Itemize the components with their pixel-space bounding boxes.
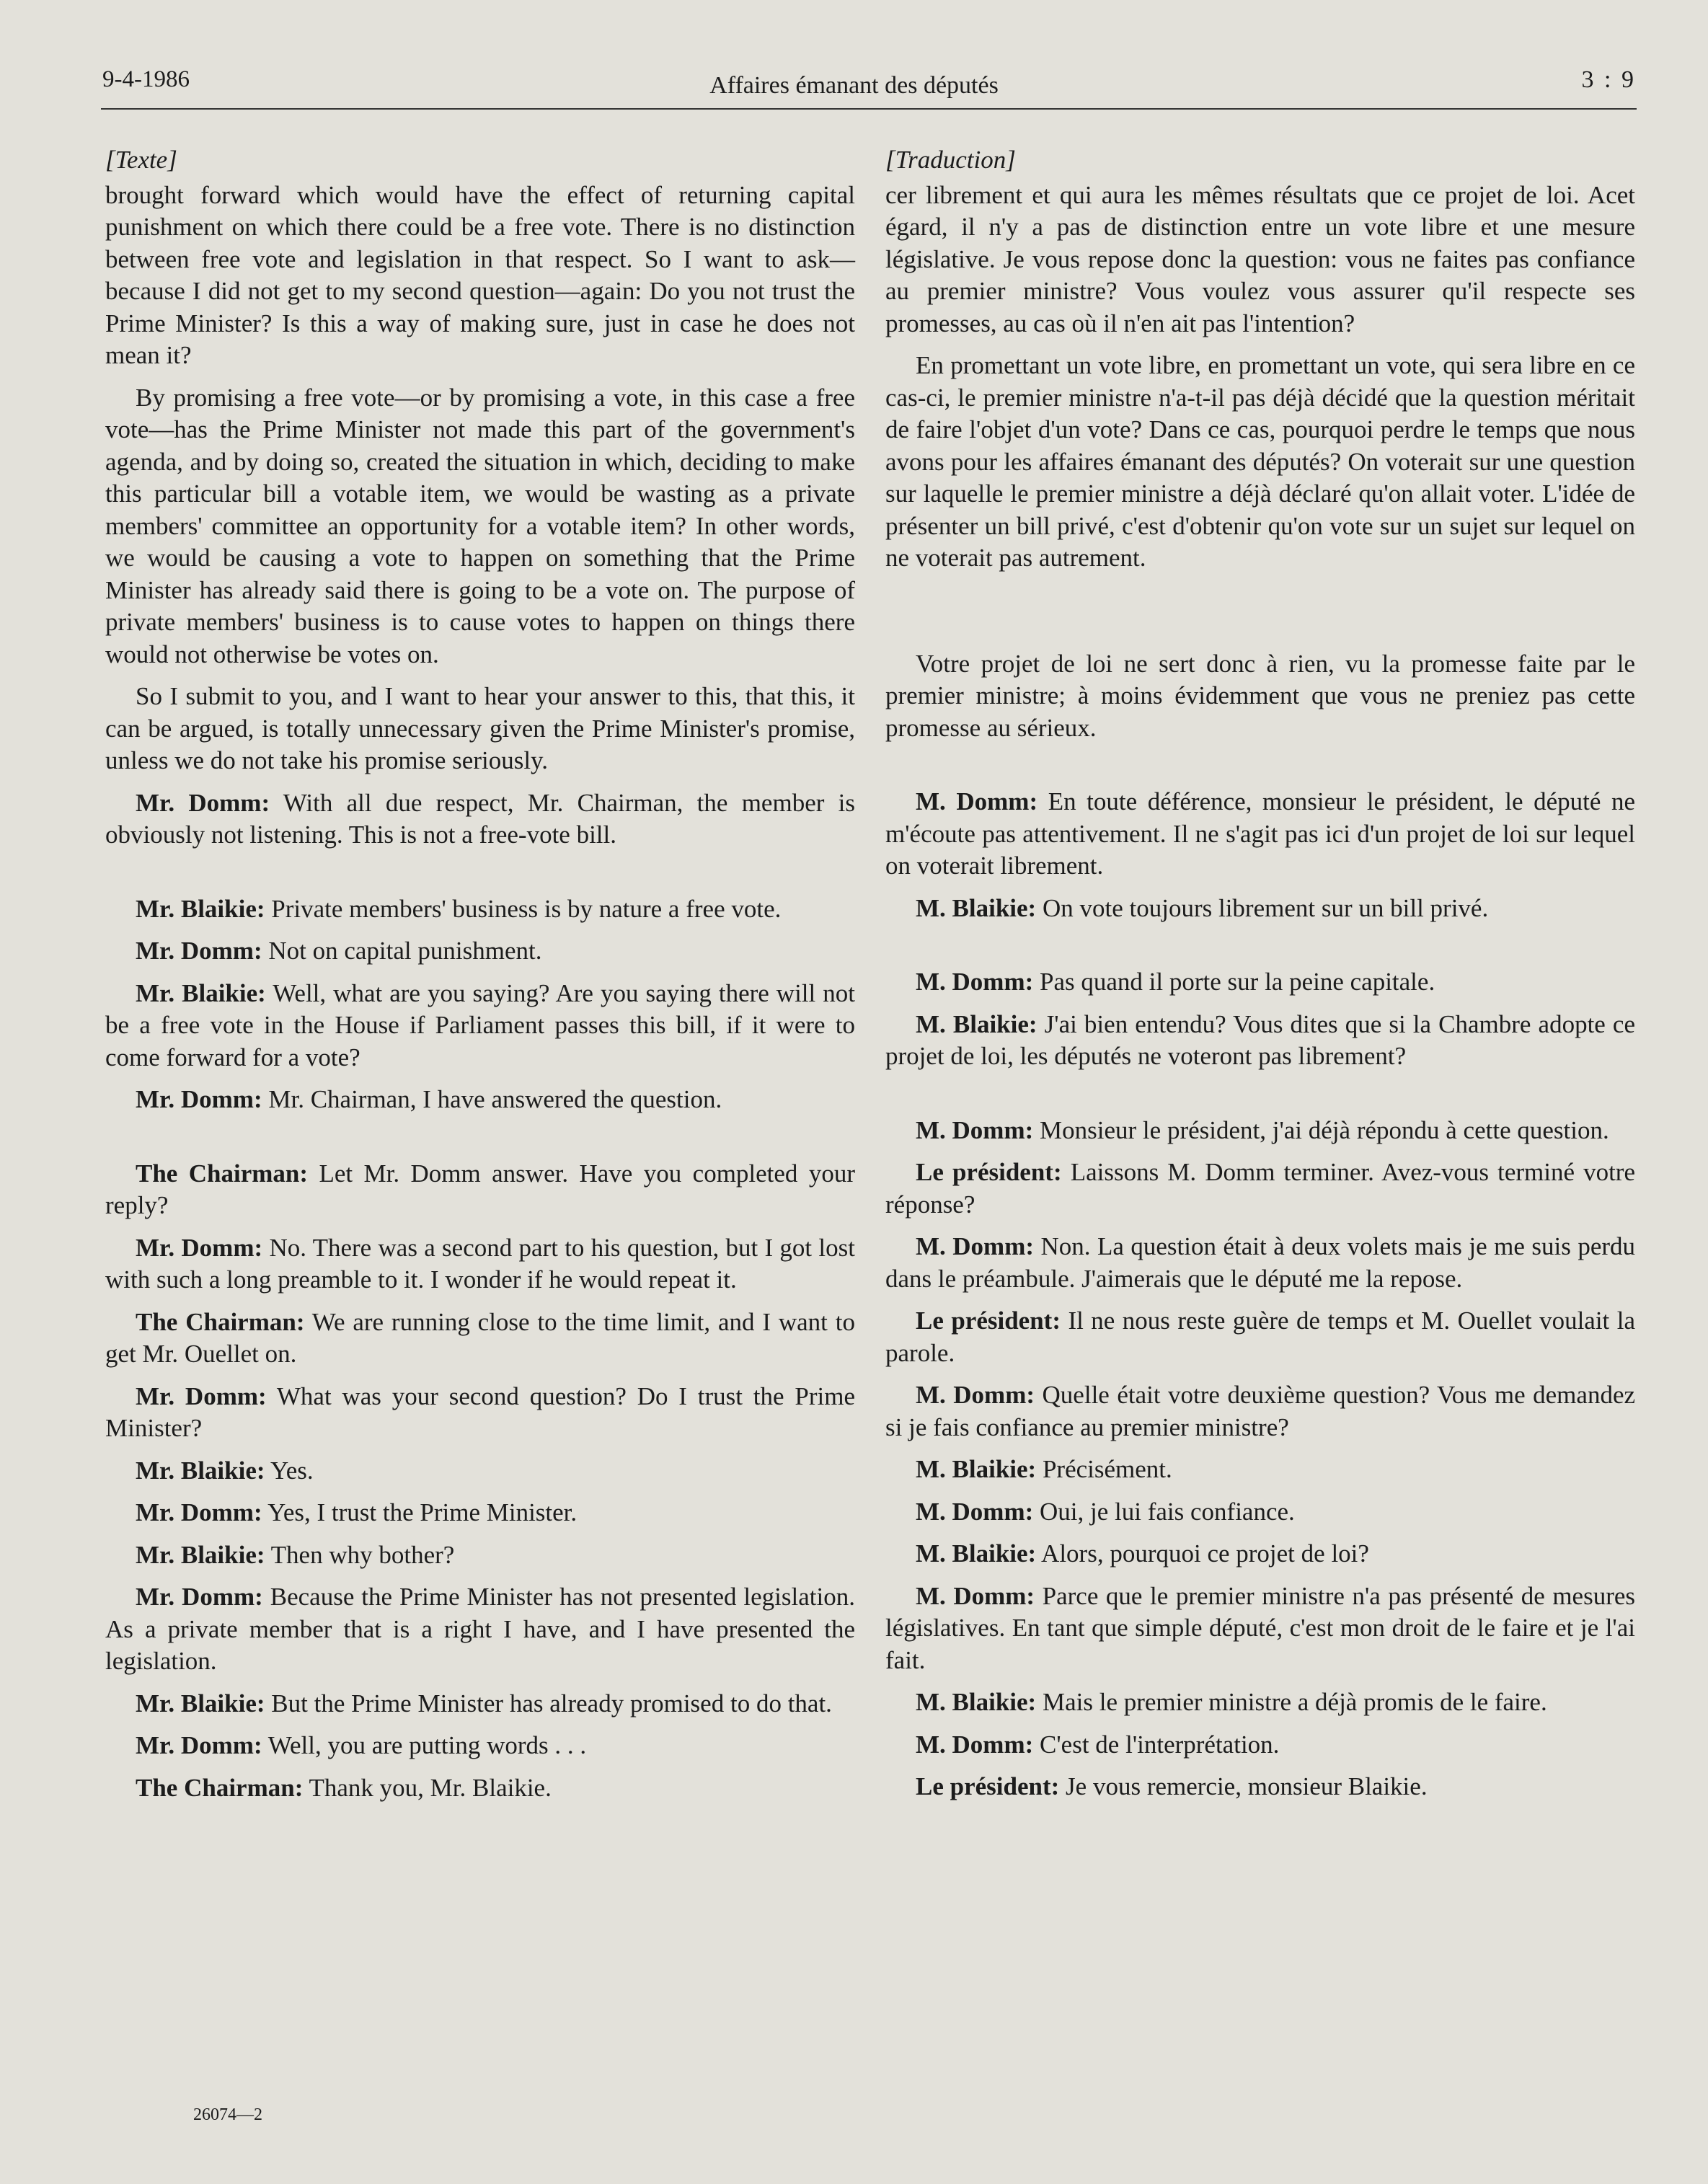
speaker-name: M. Blaikie: — [916, 1455, 1037, 1483]
speech-text: Pas quand il porte sur la peine capitale. — [1040, 968, 1435, 996]
header-title: Affaires émanant des députés — [709, 72, 999, 99]
english-exchange — [105, 1539, 855, 1572]
speech-text: Quelle était votre deuxième question? Vous me demandez si je fais confiance au premier ministre? — [885, 1381, 1636, 1441]
english-exchange — [105, 1158, 855, 1222]
english-paragraph: brought forward which would have the effect of returning capital punishment on which there could be a free vote. There is no distinction between free vote and legislation in that respect. So I want to ask—because I did not get to my second question—again: Do you not trust the Prime Minister? Is this a way of making sure, just in case he does not mean it? — [105, 180, 855, 369]
speech-text: Yes, I trust the Prime Minister. — [267, 1498, 578, 1526]
speaker-name: M. Domm: — [916, 787, 1038, 815]
french-paragraph: Votre projet de loi ne sert donc à rien, vu la promesse faite par le premier ministre; à moins évidemment que vous ne preniez pas cette promesse au sérieux. — [885, 649, 1635, 742]
english-exchange — [105, 1084, 855, 1116]
speaker-name: M. Blaikie: — [916, 1539, 1037, 1568]
speech-text: Laissons M. Domm terminer. Avez-vous terminé votre réponse? — [885, 1158, 1635, 1219]
speaker-name: M. Domm: — [916, 1381, 1035, 1409]
french-exchange — [885, 1686, 1635, 1719]
english-exchange — [105, 1688, 855, 1720]
speaker-name: The Chairman: — [136, 1307, 305, 1336]
french-exchange — [885, 1009, 1635, 1073]
speaker-name: Mr. Blaikie: — [136, 978, 266, 1007]
speaker-name: Mr. Domm: — [136, 1381, 267, 1410]
speech-text: En toute déférence, monsieur le président, le député ne m'écoute pas attentivement. Il ne s'agit pas ici d'un projet de loi sur lequel on voterait librement. — [885, 787, 1636, 880]
speech-text: Non. La question était à deux volets mais je me suis perdu dans le préambule. J'aimerais que le député me la repose. — [885, 1232, 1636, 1293]
speaker-name: M. Domm: — [916, 1581, 1035, 1610]
english-exchange — [105, 1581, 855, 1678]
english-exchange — [105, 978, 855, 1074]
speech-text: With all due respect, Mr. Chairman, the member is obviously not listening. This is not a free-vote bill. — [105, 788, 855, 849]
speech-text: Private members' business is by nature a free vote. — [271, 894, 782, 923]
speech-text: Alors, pourquoi ce projet de loi? — [1041, 1539, 1369, 1568]
speaker-name: Mr. Blaikie: — [136, 1456, 265, 1485]
speaker-name: Le président: — [916, 1307, 1061, 1335]
english-exchange — [105, 1772, 855, 1805]
speech-text: Yes. — [270, 1456, 314, 1485]
speaker-name: Mr. Domm: — [136, 788, 270, 817]
spacer — [105, 1126, 855, 1158]
speech-text: Précisément. — [1042, 1455, 1172, 1483]
speech-text: Parce que le premier ministre n'a pas présenté de mesures législatives. En tant que simple député, c'est mon droit de le faire et je l'ai fait. — [885, 1581, 1636, 1674]
speech-text: Mais le premier ministre a déjà promis de le faire. — [1042, 1688, 1547, 1716]
footer-code: 26074—2 — [193, 2105, 262, 2124]
french-exchange — [885, 786, 1635, 883]
speech-text: Because the Prime Minister has not presented legislation. As a private member that is a right I have, and I have presented the legislation. — [105, 1583, 855, 1675]
speech-text: C'est de l'interprétation. — [1040, 1730, 1280, 1759]
speaker-name: The Chairman: — [136, 1159, 309, 1188]
english-exchange — [105, 1455, 855, 1487]
english-exchange — [105, 787, 855, 852]
header-page-number: 3 : 9 — [1581, 66, 1636, 93]
spacer — [885, 1083, 1635, 1115]
speaker-name: Mr. Domm: — [136, 1583, 263, 1611]
english-paragraph: By promising a free vote—or by promising a vote, in this case a free vote—has the Prime Minister not made this part of the government's agenda, and by doing so, created the situation in which, deciding to make this particular bill a votable item, we would be wasting as a private members' committee an opportunity for a votable item? In other words, we would be causing a vote to happen on something that the Prime Minister has already said there is going to be a vote on. The purpose of private members' business is to cause votes to happen on things there would not otherwise be votes on. — [105, 383, 855, 668]
speaker-name: M. Blaikie: — [916, 893, 1037, 922]
speaker-name: Mr. Domm: — [136, 1085, 262, 1113]
speaker-name: Le président: — [916, 1158, 1062, 1186]
speech-text: On vote toujours librement sur un bill privé. — [1042, 893, 1489, 922]
speech-text: Je vous remercie, monsieur Blaikie. — [1066, 1772, 1428, 1800]
speaker-name: M. Domm: — [916, 1497, 1034, 1526]
speech-text: Il ne nous reste guère de temps et M. Ouellet voulait la parole. — [885, 1307, 1635, 1367]
speech-text: Oui, je lui fais confiance. — [1040, 1497, 1295, 1526]
speaker-name: Mr. Blaikie: — [136, 894, 265, 923]
english-exchange — [105, 1730, 855, 1762]
speaker-name: Mr. Domm: — [136, 1498, 262, 1526]
speech-text: Thank you, Mr. Blaikie. — [309, 1773, 552, 1802]
speaker-name: Mr. Domm: — [136, 1731, 262, 1759]
speaker-name: M. Domm: — [916, 1115, 1034, 1144]
speaker-name: Mr. Blaikie: — [136, 1540, 265, 1569]
speaker-name: M. Blaikie: — [916, 1009, 1037, 1038]
french-tag: [Traduction] — [885, 146, 1016, 174]
french-exchange — [885, 1496, 1635, 1529]
speech-text: But the Prime Minister has already promised to do that. — [271, 1689, 832, 1717]
french-exchange — [885, 1454, 1635, 1486]
speaker-name: Le président: — [916, 1772, 1060, 1800]
french-exchange — [885, 893, 1635, 925]
speech-text: We are running close to the time limit, and I want to get Mr. Ouellet on. — [105, 1307, 855, 1368]
english-exchange — [105, 935, 855, 968]
english-exchange — [105, 893, 855, 926]
french-exchange — [885, 1580, 1635, 1677]
speaker-name: M. Domm: — [916, 968, 1034, 996]
header-date: 9-4-1986 — [102, 66, 190, 92]
french-paragraph: En promettant un vote libre, en promettant un vote, qui sera libre en ce cas-ci, le premier ministre n'a-t-il pas déjà décidé que la question méritait de faire l'objet d'un vote? Dans ce cas, pourquoi perdre le temps que nous avons pour les affaires émanant des députés? On voterait sur une question sur laquelle le premier ministre a déjà déclaré qu'on allait voter. L'idée de présenter un bill privé, c'est d'obtenir qu'on vote sur un sujet sur lequel on ne voterait pas autrement. — [885, 351, 1635, 572]
speech-text: No. There was a second part to his question, but I got lost with such a long preamble to it. I wonder if he would repeat it. — [105, 1233, 856, 1294]
spacer — [105, 862, 855, 893]
speaker-name: Mr. Domm: — [136, 937, 262, 965]
speech-text: Monsieur le président, j'ai déjà répondu à cette question. — [1040, 1115, 1609, 1144]
french-exchange — [885, 1771, 1635, 1803]
english-exchange — [105, 1381, 855, 1445]
french-exchange — [885, 966, 1635, 999]
french-exchange — [885, 1729, 1635, 1761]
speech-text: Then why bother? — [270, 1540, 455, 1569]
spacer — [885, 585, 1635, 648]
spacer — [885, 934, 1635, 966]
spacer — [885, 754, 1635, 786]
french-exchange — [885, 1538, 1635, 1570]
speech-text: Let Mr. Domm answer. Have you completed your reply? — [105, 1159, 855, 1219]
speaker-name: M. Domm: — [916, 1730, 1034, 1759]
english-exchange — [105, 1307, 855, 1371]
french-exchange — [885, 1379, 1635, 1444]
english-column — [105, 144, 855, 1814]
speaker-name: M. Domm: — [916, 1232, 1035, 1260]
speaker-name: M. Blaikie: — [916, 1688, 1037, 1716]
speaker-name: Mr. Domm: — [136, 1233, 263, 1262]
speaker-name: The Chairman: — [136, 1773, 304, 1802]
french-column — [885, 144, 1635, 1813]
french-exchange — [885, 1231, 1635, 1295]
english-exchange — [105, 1232, 855, 1296]
french-exchange — [885, 1305, 1635, 1369]
french-paragraph: cer librement et qui aura les mêmes résultats que ce projet de loi. Acet égard, il n'y a pas de distinction entre un vote libre et une mesure législative. Je vous repose donc la question: vous ne faites pas confiance au premier ministre? Vous voulez vous assurer qu'il respecte ses promesses, au cas où il n'en ait pas l'intention? — [885, 180, 1635, 337]
speech-text: J'ai bien entendu? Vous dites que si la Chambre adopte ce projet de loi, les députés ne voteront pas librement? — [885, 1009, 1635, 1070]
speech-text: Mr. Chairman, I have answered the question. — [268, 1085, 722, 1113]
french-exchange — [885, 1115, 1635, 1147]
english-exchange — [105, 1497, 855, 1529]
speech-text: What was your second question? Do I trust the Prime Minister? — [105, 1381, 855, 1442]
french-exchange — [885, 1157, 1635, 1221]
speech-text: Well, you are putting words . . . — [267, 1731, 587, 1759]
speech-text: Not on capital punishment. — [268, 937, 542, 965]
speech-text: Well, what are you saying? Are you saying there will not be a free vote in the House if Parliament passes this bill, if it were to come forward for a vote? — [105, 978, 855, 1071]
speaker-name: Mr. Blaikie: — [136, 1689, 265, 1717]
header-rule — [101, 108, 1637, 110]
english-paragraph: So I submit to you, and I want to hear your answer to this, that this, it can be argued, is totally unnecessary given the Prime Minister's promise, unless we do not take his promise seriously. — [105, 682, 855, 774]
english-tag: [Texte] — [105, 146, 177, 174]
